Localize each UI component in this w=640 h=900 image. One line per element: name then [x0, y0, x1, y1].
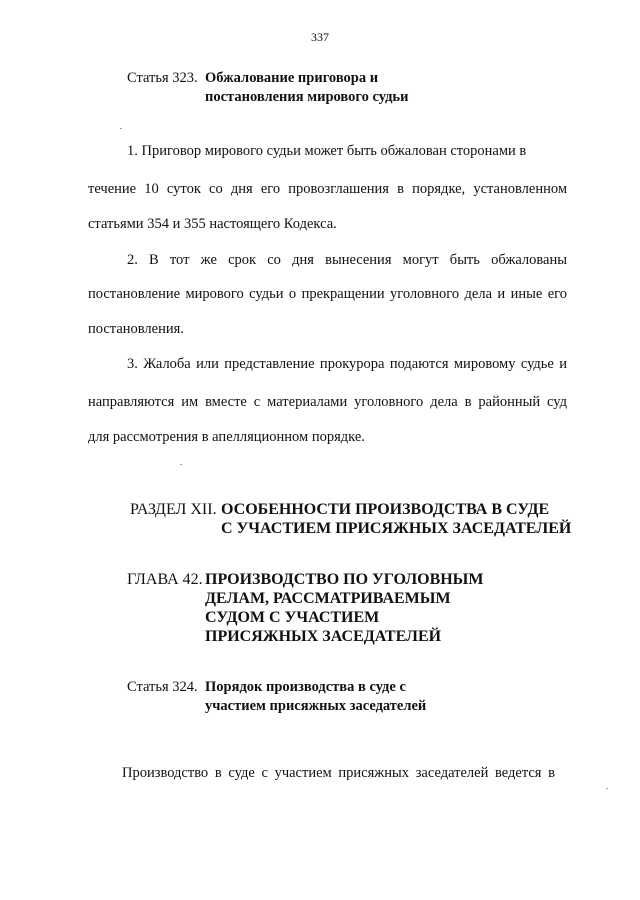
article-324-heading: [127, 678, 567, 718]
paragraph-1-line-1: 1. Приговор мирового судьи может быть обжалован сторонами в: [127, 143, 527, 159]
article-324-title-line1: Порядок производства в суде с: [205, 679, 406, 695]
section-label: РАЗДЕЛ XII.: [130, 501, 217, 518]
paragraph-3-line-3: для рассмотрения в апелляционном порядке.: [88, 429, 365, 445]
body-text-final-line: Производство в суде с участием присяжных заседателей ведется в: [122, 765, 555, 781]
article-324-label: Статья 324.: [127, 679, 198, 695]
scan-speck: [180, 464, 182, 465]
article-323-title-line2: постановления мирового судьи: [205, 89, 409, 105]
scan-speck: [120, 128, 122, 129]
section-title-line1: ОСОБЕННОСТИ ПРОИЗВОДСТВА В СУДЕ: [221, 501, 550, 518]
page-number: 337: [311, 30, 329, 44]
chapter-title-line-4: ПРИСЯЖНЫХ ЗАСЕДАТЕЛЕЙ: [205, 628, 442, 645]
paragraph-2-line-3: постановления.: [88, 321, 184, 337]
chapter-heading: [127, 570, 567, 650]
paragraph-3-line-2: направляются им вместе с материалами уголовного дела в районный суд: [88, 394, 567, 410]
paragraph-1-line-2: течение 10 суток со дня его провозглашения в порядке, установленном: [88, 181, 567, 197]
chapter-title-line-3: СУДОМ С УЧАСТИЕМ: [205, 609, 380, 626]
section-heading: [130, 500, 570, 540]
chapter-label: ГЛАВА 42.: [127, 571, 203, 588]
chapter-title-line-1: ПРОИЗВОДСТВО ПО УГОЛОВНЫМ: [205, 571, 484, 588]
article-323-label: Статья 323.: [127, 70, 198, 86]
article-323-title-line1: Обжалование приговора и: [205, 70, 379, 86]
chapter-title-line-2: ДЕЛАМ, РАССМАТРИВАЕМЫМ: [205, 590, 451, 607]
paragraph-2-line-1: 2. В тот же срок со дня вынесения могут быть обжалованы: [127, 252, 567, 268]
paragraph-1-line-3: статьями 354 и 355 настоящего Кодекса.: [88, 216, 337, 232]
section-title-line2: С УЧАСТИЕМ ПРИСЯЖНЫХ ЗАСЕДАТЕЛЕЙ: [221, 520, 572, 537]
scan-speck: [606, 788, 608, 789]
article-324-title-line2: участием присяжных заседателей: [205, 698, 427, 714]
paragraph-3-line-1: 3. Жалоба или представление прокурора подаются мировому судье и: [127, 356, 567, 372]
article-323-heading: [127, 69, 587, 109]
paragraph-2-line-2: постановление мирового судьи о прекращении уголовного дела и иные его: [88, 286, 567, 302]
